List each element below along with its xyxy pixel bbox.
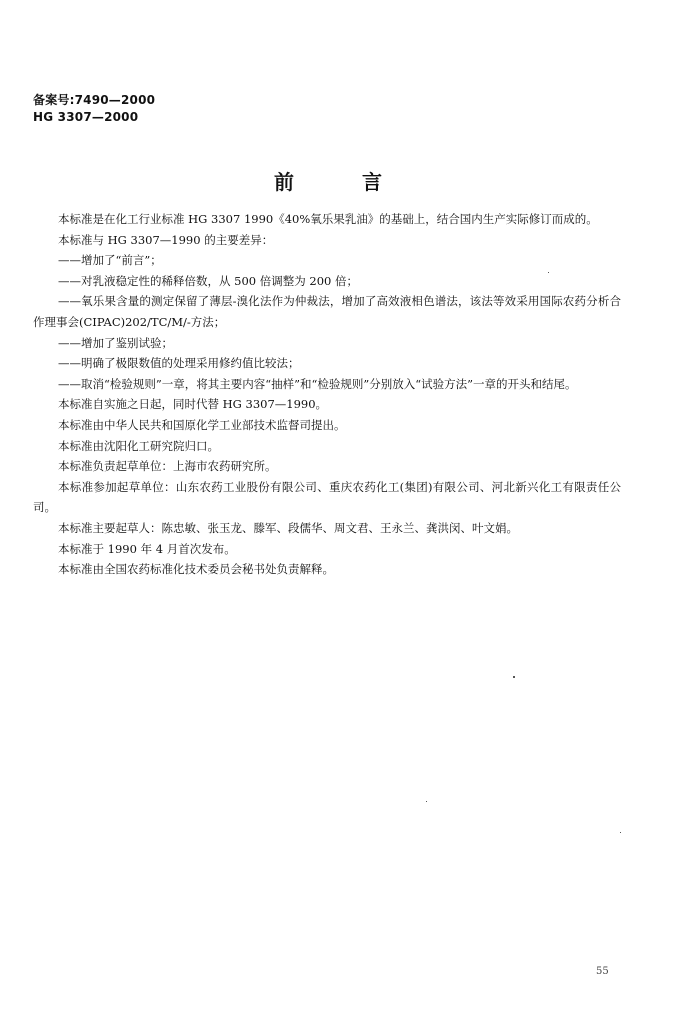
- paragraph: 本标准由沈阳化工研究院归口。: [58, 438, 219, 453]
- scan-speck: [548, 272, 549, 273]
- list-item: ——增加了鉴别试验；: [58, 335, 173, 350]
- page-number: 55: [596, 966, 609, 977]
- list-item: ——增加了“前言”；: [58, 253, 162, 268]
- page-title: 前言: [274, 170, 450, 194]
- paragraph: 本标准参加起草单位：山东农药工业股份有限公司、重庆农药化工(集团)有限公司、河北新兴化工有限责任公司。: [33, 479, 621, 515]
- paragraph: 本标准自实施之日起，同时代替 HG 3307—1990。: [58, 397, 328, 412]
- scan-speck: [620, 832, 621, 833]
- paragraph: 本标准与 HG 3307—1990 的主要差异：: [58, 232, 274, 247]
- paragraph: 本标准主要起草人：陈忠敏、张玉龙、滕军、段儒华、周文君、王永兰、龚洪闵、叶文娟。: [58, 520, 518, 535]
- standard-code: HG 3307—2000: [33, 110, 139, 124]
- list-item: ——明确了极限数值的处理采用修约值比较法；: [58, 356, 300, 371]
- paragraph: 本标准于 1990 年 4 月首次发布。: [58, 541, 236, 556]
- paragraph: 本标准是在化工行业标准 HG 3307 1990《40%氧乐果乳油》的基础上，结合国内生产实际修订而成的。: [58, 212, 598, 226]
- paragraph: 本标准负责起草单位：上海市农药研究所。: [58, 459, 277, 474]
- record-number: 备案号:7490—2000: [33, 93, 156, 107]
- document-header: [33, 92, 155, 126]
- foreword-body: [33, 209, 621, 580]
- paragraph: 本标准由中华人民共和国原化学工业部技术监督司提出。: [58, 417, 346, 432]
- scan-speck: [426, 801, 427, 802]
- list-item: ——对乳液稳定性的稀释倍数，从 500 倍调整为 200 倍；: [58, 273, 359, 288]
- scan-speck: [513, 676, 515, 678]
- list-item: ——取消“检验规则”一章，将其主要内容“抽样”和“检验规则”分别放入“试验方法”一章的开头和结尾。: [58, 376, 577, 391]
- list-item: ——氧乐果含量的测定保留了薄层-溴化法作为仲裁法，增加了高效液相色谱法，该法等效采用国际农药分析合作理事会(CIPAC)202/TC/M/-方法；: [33, 294, 621, 329]
- paragraph: 本标准由全国农药标准化技术委员会秘书处负责解释。: [58, 562, 334, 577]
